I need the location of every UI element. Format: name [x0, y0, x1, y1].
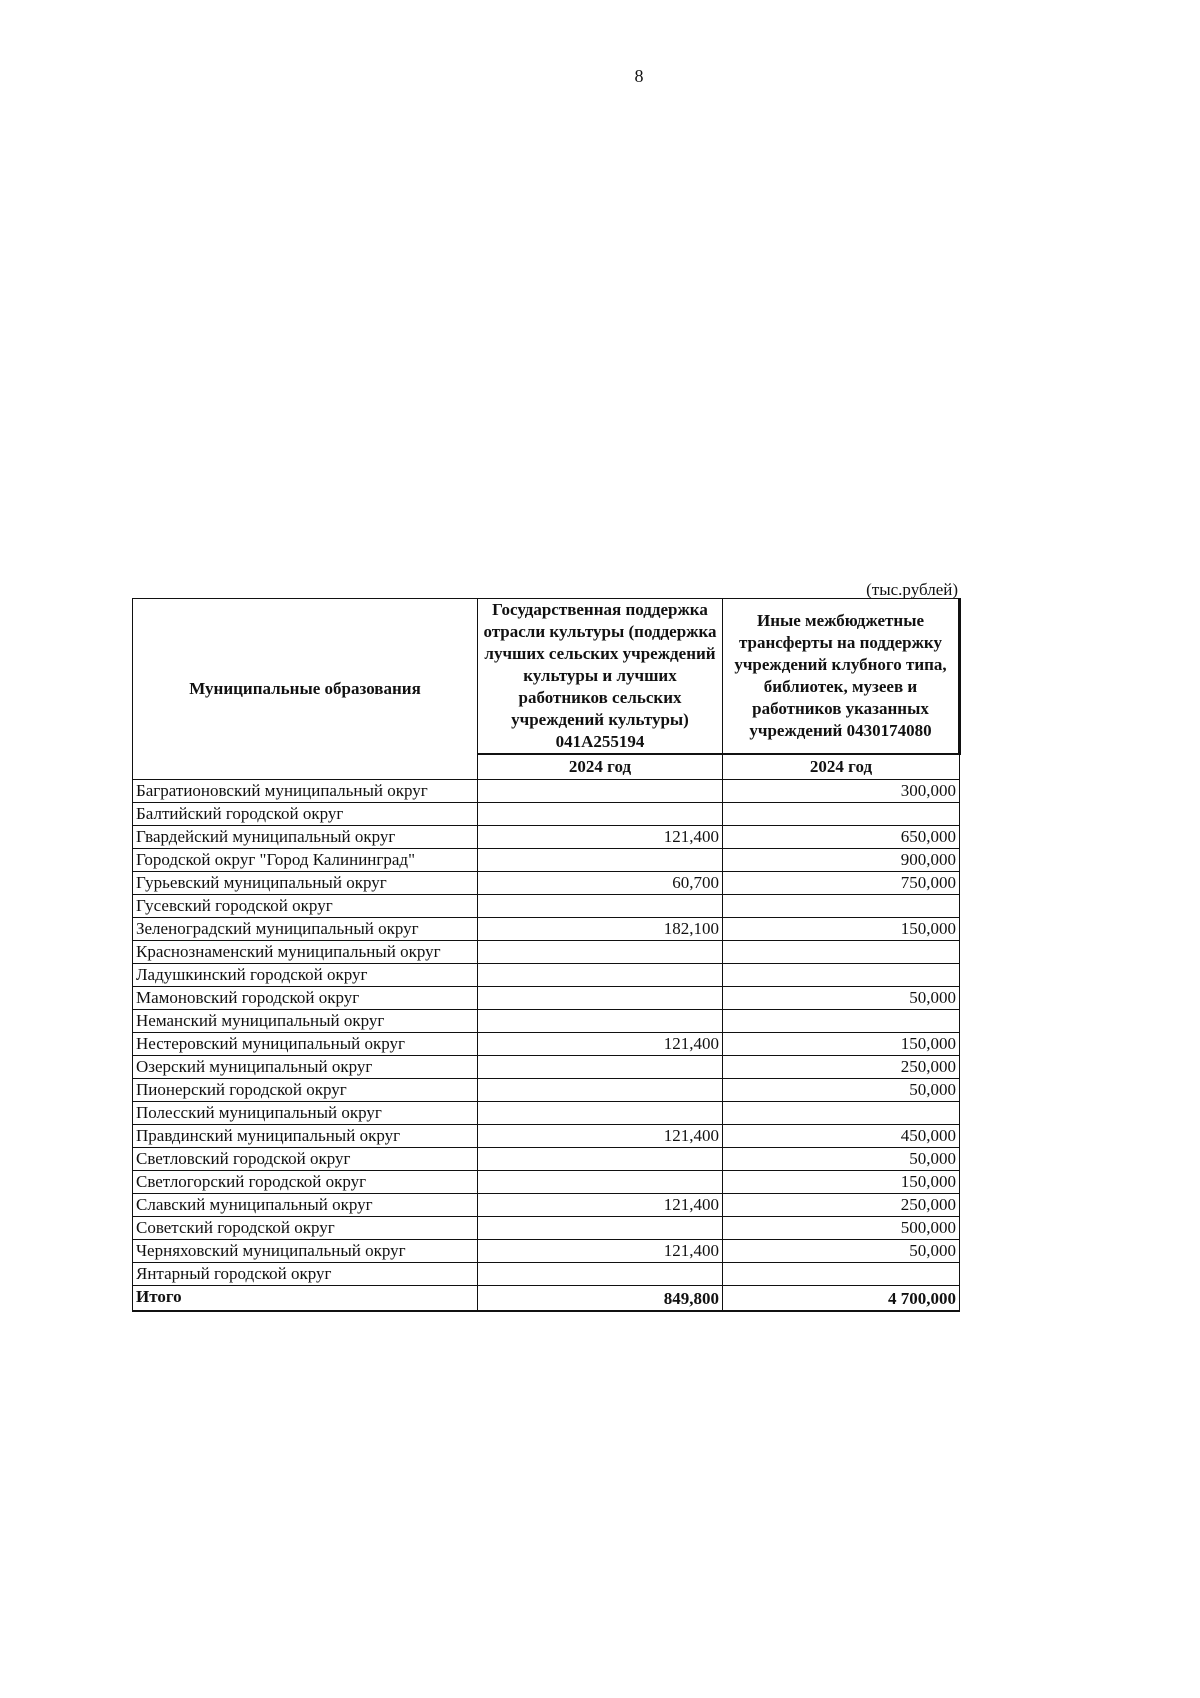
value-interbudget-transfers — [723, 895, 960, 918]
table-row — [133, 826, 960, 849]
table-row — [133, 1240, 960, 1263]
value-interbudget-transfers — [723, 964, 960, 987]
table-row — [133, 1102, 960, 1125]
table-body — [133, 780, 960, 1286]
value-interbudget-transfers: 50,000 — [723, 1079, 960, 1102]
table-row — [133, 1263, 960, 1286]
table-header — [133, 599, 960, 780]
value-culture-support: 121,400 — [478, 1125, 723, 1148]
total-value-b: 4 700,000 — [723, 1286, 960, 1312]
value-culture-support — [478, 987, 723, 1010]
municipality-name: Гурьевский муниципальный округ — [133, 872, 478, 895]
value-culture-support — [478, 941, 723, 964]
municipality-name: Полесский муниципальный округ — [133, 1102, 478, 1125]
municipality-name: Советский городской округ — [133, 1217, 478, 1240]
municipality-name: Светловский городской округ — [133, 1148, 478, 1171]
total-value-a: 849,800 — [478, 1286, 723, 1312]
value-culture-support — [478, 1010, 723, 1033]
header-year-a: 2024 год — [478, 754, 723, 780]
value-interbudget-transfers: 750,000 — [723, 872, 960, 895]
municipality-name: Черняховский муниципальный округ — [133, 1240, 478, 1263]
value-culture-support — [478, 895, 723, 918]
municipality-name: Неманский муниципальный округ — [133, 1010, 478, 1033]
value-culture-support — [478, 780, 723, 803]
table-row — [133, 941, 960, 964]
table-row — [133, 1079, 960, 1102]
table-row — [133, 1148, 960, 1171]
municipality-name: Пионерский городской округ — [133, 1079, 478, 1102]
header-year-b: 2024 год — [723, 754, 960, 780]
value-interbudget-transfers — [723, 1010, 960, 1033]
municipality-name: Янтарный городской округ — [133, 1263, 478, 1286]
municipality-name: Озерский муниципальный округ — [133, 1056, 478, 1079]
value-interbudget-transfers: 150,000 — [723, 1171, 960, 1194]
table-row — [133, 1125, 960, 1148]
municipality-name: Мамоновский городской округ — [133, 987, 478, 1010]
value-culture-support — [478, 1056, 723, 1079]
budget-table — [132, 598, 961, 1312]
value-culture-support: 121,400 — [478, 1033, 723, 1056]
municipality-name: Гвардейский муниципальный округ — [133, 826, 478, 849]
municipality-name: Краснознаменский муниципальный округ — [133, 941, 478, 964]
table-row — [133, 1217, 960, 1240]
value-culture-support — [478, 849, 723, 872]
municipality-name: Городской округ "Город Калининград" — [133, 849, 478, 872]
value-culture-support — [478, 1102, 723, 1125]
value-culture-support — [478, 803, 723, 826]
value-interbudget-transfers: 650,000 — [723, 826, 960, 849]
header-culture-support: Государственная поддержка отрасли культуры (поддержка лучших сельских учреждений культуры и лучших работников сельских учреждений культуры) 041А255194 — [478, 599, 723, 755]
value-culture-support — [478, 1079, 723, 1102]
table-row — [133, 1194, 960, 1217]
value-culture-support — [478, 1171, 723, 1194]
value-culture-support — [478, 1263, 723, 1286]
table-row — [133, 780, 960, 803]
value-culture-support: 60,700 — [478, 872, 723, 895]
value-interbudget-transfers: 50,000 — [723, 1240, 960, 1263]
value-interbudget-transfers — [723, 1263, 960, 1286]
table-row — [133, 987, 960, 1010]
municipality-name: Гусевский городской округ — [133, 895, 478, 918]
table-row — [133, 1033, 960, 1056]
municipality-name: Правдинский муниципальный округ — [133, 1125, 478, 1148]
value-interbudget-transfers: 50,000 — [723, 987, 960, 1010]
table-row — [133, 918, 960, 941]
table-row — [133, 895, 960, 918]
value-interbudget-transfers: 250,000 — [723, 1194, 960, 1217]
municipality-name: Багратионовский муниципальный округ — [133, 780, 478, 803]
value-culture-support: 121,400 — [478, 1240, 723, 1263]
page-number: 8 — [634, 66, 644, 86]
municipality-name: Балтийский городской округ — [133, 803, 478, 826]
value-interbudget-transfers: 250,000 — [723, 1056, 960, 1079]
value-interbudget-transfers: 300,000 — [723, 780, 960, 803]
municipality-name: Ладушкинский городской округ — [133, 964, 478, 987]
table-row — [133, 1056, 960, 1079]
value-interbudget-transfers: 50,000 — [723, 1148, 960, 1171]
header-interbudget-transfers: Иные межбюджетные трансферты на поддержку учреждений клубного типа, библиотек, музеев и работников указанных учреждений 0430174080 — [723, 599, 960, 755]
municipality-name: Нестеровский муниципальный округ — [133, 1033, 478, 1056]
value-interbudget-transfers — [723, 941, 960, 964]
value-interbudget-transfers: 900,000 — [723, 849, 960, 872]
value-interbudget-transfers: 150,000 — [723, 918, 960, 941]
table-row — [133, 964, 960, 987]
value-interbudget-transfers: 150,000 — [723, 1033, 960, 1056]
total-label: Итого — [133, 1286, 478, 1312]
value-culture-support — [478, 964, 723, 987]
value-interbudget-transfers — [723, 1102, 960, 1125]
value-interbudget-transfers: 500,000 — [723, 1217, 960, 1240]
units-label: (тыс.рублей) — [866, 580, 958, 599]
value-culture-support: 121,400 — [478, 1194, 723, 1217]
value-interbudget-transfers — [723, 803, 960, 826]
value-interbudget-transfers: 450,000 — [723, 1125, 960, 1148]
municipality-name: Светлогорский городской округ — [133, 1171, 478, 1194]
table-row — [133, 803, 960, 826]
municipality-name: Славский муниципальный округ — [133, 1194, 478, 1217]
municipality-name: Зеленоградский муниципальный округ — [133, 918, 478, 941]
value-culture-support: 182,100 — [478, 918, 723, 941]
total-row — [133, 1286, 960, 1312]
table-row — [133, 1010, 960, 1033]
value-culture-support — [478, 1217, 723, 1240]
table-row — [133, 1171, 960, 1194]
value-culture-support: 121,400 — [478, 826, 723, 849]
table-row — [133, 849, 960, 872]
value-culture-support — [478, 1148, 723, 1171]
header-municipalities: Муниципальные образования — [133, 599, 478, 780]
table-row — [133, 872, 960, 895]
